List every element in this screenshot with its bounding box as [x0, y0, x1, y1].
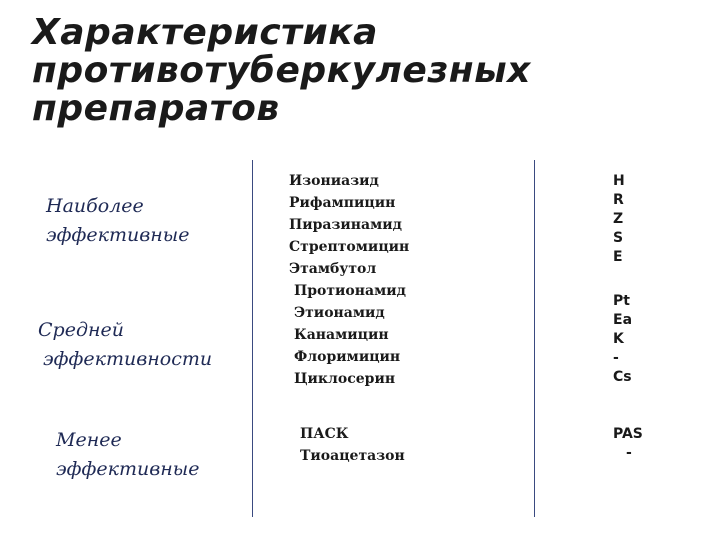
abbr-list-first-line — [613, 172, 625, 267]
abbr-item: H — [613, 173, 625, 189]
abbr-item: Pt — [613, 293, 630, 309]
drug-item: Рифампицин — [289, 195, 396, 211]
abbr-item: R — [613, 192, 624, 208]
abbr-item: - — [626, 445, 632, 461]
drug-item: ПАСК — [300, 426, 349, 442]
category-less-line-2: эффективные — [56, 458, 200, 480]
title-line-3: препаратов — [32, 88, 280, 129]
abbr-list-second-line — [613, 292, 632, 387]
title-line-1: Характеристика — [32, 12, 378, 53]
drug-list-third-line — [300, 423, 405, 467]
category-most-line-1: Наиболее — [46, 195, 144, 217]
drug-item: Этамбутол — [289, 261, 377, 277]
category-less-line-1: Менее — [56, 429, 122, 451]
drug-item: Этионамид — [294, 305, 385, 321]
abbr-item: S — [613, 230, 624, 246]
drug-item: Пиразинамид — [289, 217, 402, 233]
category-medium-line-1: Средней — [38, 319, 124, 341]
category-less-effective — [56, 426, 200, 484]
column-divider-right — [534, 160, 535, 517]
abbr-item: - — [613, 350, 619, 366]
category-most-line-2: эффективные — [46, 224, 190, 246]
abbr-list-third-line — [613, 425, 643, 463]
drug-item: Циклосерин — [294, 371, 396, 387]
category-most-effective — [46, 192, 190, 250]
abbr-item: Z — [613, 211, 624, 227]
drug-item: Флоримицин — [294, 349, 401, 365]
column-divider-left — [252, 160, 253, 517]
abbr-item: Cs — [613, 369, 632, 385]
drug-item: Изониазид — [289, 173, 379, 189]
drug-item: Тиоацетазон — [300, 448, 405, 464]
title-line-2: противотуберкулезных — [32, 50, 531, 91]
drug-item: Протионамид — [294, 283, 406, 299]
category-medium-line-2: эффективности — [43, 348, 213, 370]
drug-item: Стрептомицин — [289, 239, 410, 255]
category-medium-effective — [38, 316, 212, 374]
slide-title — [32, 14, 672, 128]
abbr-item: PAS — [613, 426, 643, 442]
abbr-item: Ea — [613, 312, 633, 328]
abbr-item: E — [613, 249, 623, 265]
drug-list-second-line — [294, 280, 406, 390]
drug-item: Канамицин — [294, 327, 389, 343]
abbr-item: K — [613, 331, 624, 347]
drug-list-first-line — [289, 170, 409, 280]
